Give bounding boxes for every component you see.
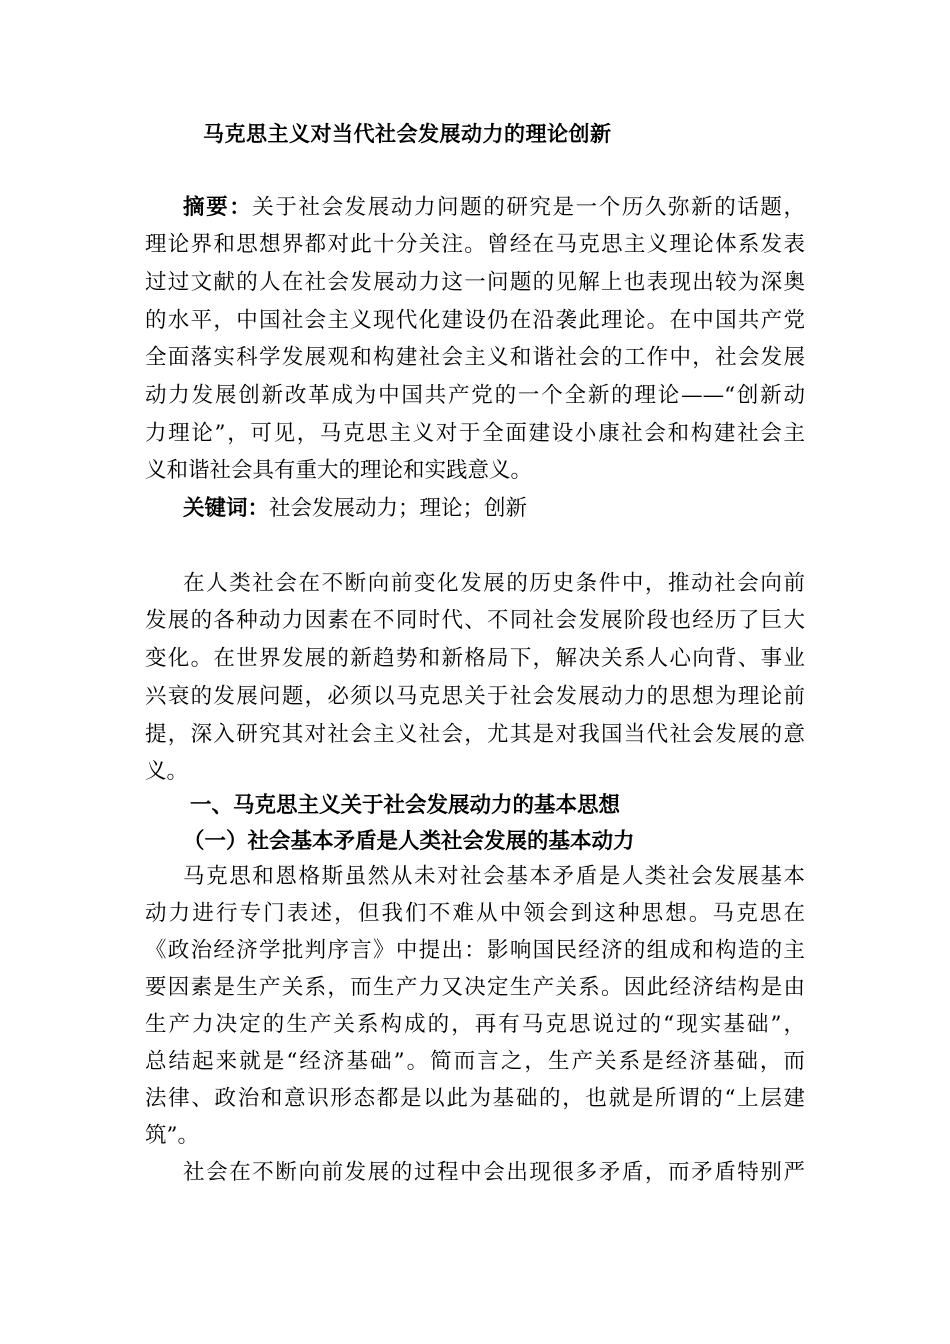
abstract-label: 摘要： [183, 195, 253, 220]
keywords-label: 关键词： [183, 496, 270, 521]
abstract-line [183, 193, 805, 223]
abstract-line: 力理论”，可见，马克思主义对于全面建设小康社会和构建社会主 [145, 421, 805, 446]
document-title: 马克思主义对当代社会发展动力的理论创新 [203, 121, 612, 146]
section-heading: 一、马克思主义关于社会发展动力的基本思想 [190, 793, 621, 818]
body-line: 马克思和恩格斯虽然从未对社会基本矛盾是人类社会发展基本 [183, 864, 805, 889]
abstract-line: 全面落实科学发展观和构建社会主义和谐社会的工作中，社会发展 [145, 345, 805, 370]
body-line: 要因素是生产关系，而生产力又决定生产关系。因此经济结构是由 [145, 975, 805, 1000]
intro-line: 兴衰的发展问题，必须以马克思关于社会发展动力的思想为理论前 [145, 684, 805, 709]
intro-line: 义。 [145, 759, 189, 784]
abstract-line: 理论界和思想界都对此十分关注。曾经在马克思主义理论体系发表 [145, 232, 805, 257]
body-line: 动力进行专门表述，但我们不难从中领会到这种思想。马克思在 [145, 901, 805, 926]
keywords-line [183, 494, 527, 524]
abstract-line: 过过文献的人在社会发展动力这一问题的见解上也表现出较为深奥 [145, 270, 805, 295]
body-line: 筑”。 [145, 1123, 199, 1148]
body-line: 社会在不断向前发展的过程中会出现很多矛盾，而矛盾特别严 [183, 1160, 805, 1185]
subsection-heading: （一）社会基本矛盾是人类社会发展的基本动力 [183, 829, 635, 854]
abstract-line: 的水平，中国社会主义现代化建设仍在沿袭此理论。在中国共产党 [145, 308, 805, 333]
intro-line: 提，深入研究其对社会主义社会，尤其是对我国当代社会发展的意 [145, 722, 805, 747]
intro-line: 在人类社会在不断向前变化发展的历史条件中，推动社会向前 [183, 571, 805, 596]
abstract-line: 义和谐社会具有重大的理论和实践意义。 [145, 458, 533, 483]
body-line: 总结起来就是“经济基础”。简而言之，生产关系是经济基础，而 [145, 1049, 805, 1074]
abstract-line: 动力发展创新改革成为中国共产党的一个全新的理论——“创新动 [145, 383, 805, 408]
body-line: 《政治经济学批判序言》中提出：影响国民经济的组成和构造的主 [145, 938, 805, 963]
intro-line: 发展的各种动力因素在不同时代、不同社会发展阶段也经历了巨大 [145, 608, 805, 633]
abstract-text: 关于社会发展动力问题的研究是一个历久弥新的话题， [252, 195, 805, 220]
keywords-text: 社会发展动力；理论；创新 [269, 496, 528, 521]
body-line: 法律、政治和意识形态都是以此为基础的，也就是所谓的“上层建 [145, 1086, 805, 1111]
body-line: 生产力决定的生产关系构成的，再有马克思说过的“现实基础”， [145, 1012, 805, 1037]
intro-line: 变化。在世界发展的新趋势和新格局下，解决关系人心向背、事业 [145, 646, 805, 671]
